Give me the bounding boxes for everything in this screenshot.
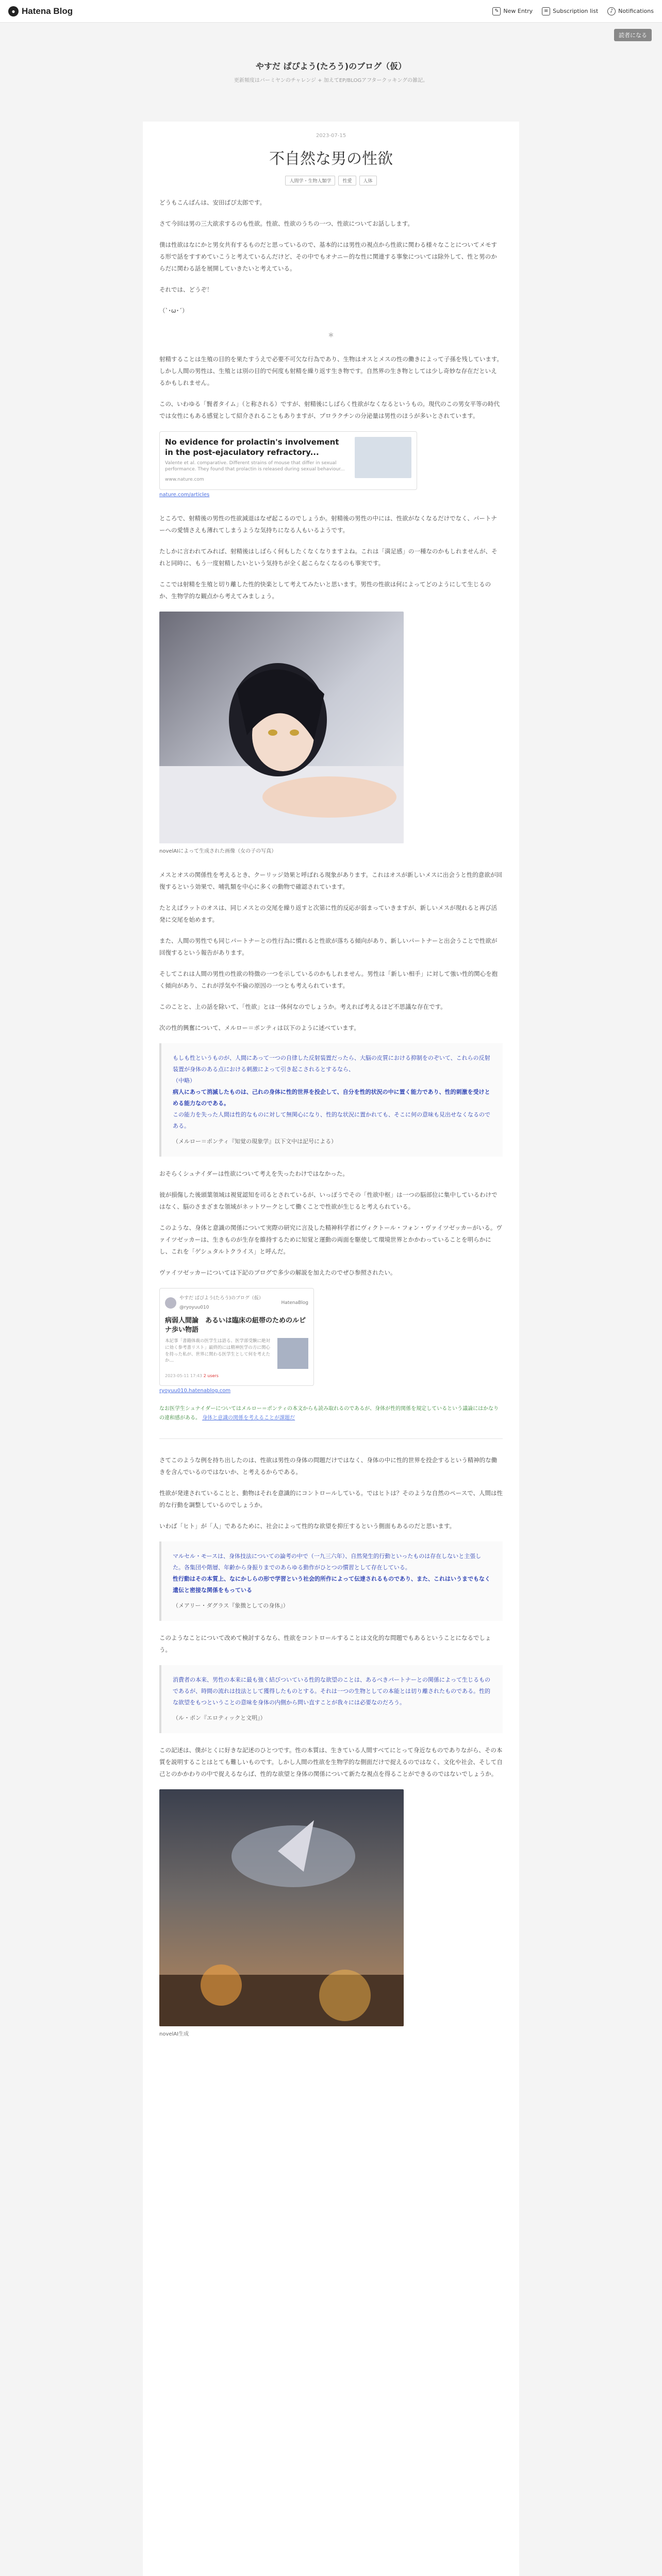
avatar [165,1297,176,1309]
blog-header [0,23,662,83]
new-entry-label: New Entry [503,8,533,14]
quote-line: もしも性というものが、人間にあって一つの自律した反射装置だったら、大脳の皮質における抑制をのぞいて、これらの反射装置が身体のある点における刺激によって引き起こされるとするなら、 [173,1054,490,1073]
image-caption: novelAI生成 [159,2031,189,2038]
pencil-icon: ✎ [492,7,501,15]
blog-card-bookmarks[interactable]: 2 users [203,1374,219,1379]
illustration [159,612,404,843]
paragraph: （`･ω･´） [159,307,188,314]
note-text: なお医学生シュナイダーについてはメルロー＝ポンティの本文からも読み取れるのであるが、身体が性的関係を規定しているという議論にはかなりの違和感がある。 [159,1406,499,1421]
note-link[interactable]: 身体と意識の関係を考えることが課題だ [202,1415,295,1421]
subscribe-button[interactable]: 読者になる [614,29,652,41]
blog-card-brand: HatenaBlog [281,1300,308,1306]
blog-title[interactable]: やすだ ぱぴよう(たろう)のブログ（仮） [255,61,407,71]
category-list [143,176,519,185]
blog-card-user: @ryoyuu010 [179,1304,209,1310]
embed-text [165,437,350,484]
blog-card-author [165,1294,263,1312]
article-title[interactable]: 不自然な男の性欲 [269,150,393,168]
global-header [0,0,662,23]
paragraph: このことと、上の話を除いて、「性欲」とは一体何なのでしょうか。考えれば考えるほど不思議な存在です。 [159,1003,446,1010]
notifications-link[interactable] [607,7,654,15]
subscription-label: Subscription list [553,8,599,14]
category-tag[interactable]: 人体 [359,176,377,185]
article-header [143,122,519,185]
paragraph: さてこのような例を持ち出したのは、性欲は男性の身体の問題だけではなく、身体の中に性的世界を投企するという精神的な働きを含んでいるのではないか、と考えるからである。 [159,1456,498,1476]
paragraph: いわば「ヒト」が「人」であるために、社会によって性的な欲望を抑圧するという側面もあるのだと思います。 [159,1522,456,1530]
paragraph: そしてこれは人間の男性の性欲の特徴の一つを示しているのかもしれません。男性は「新しい相手」に対して強い性的関心を抱く傾向があり、これが浮気や不倫の原因の一つとも考えられています。 [159,970,498,989]
blockquote-merleau-ponty [159,1043,503,1157]
illustration [159,1789,404,2026]
quote-line: マルセル・モースは、身体技法についての論考の中で（一九三六年）、自然発生的行動といったものは存在しないと主張した。各集団や階層、年齢から身振りまでのあらゆる動作がひとつの慣習として存在している。 [173,1553,482,1571]
paragraph: ここでは射精を生殖と切り離した性的快楽として考えてみたいと思います。男性の性欲は何によってどのようにして生じるのか、生物学的な観点から考えてみましょう。 [159,580,491,600]
subscription-list-link[interactable] [542,7,598,15]
paragraph: 彼が損傷した後頭葉領域は視覚認知を司るとされているが、いっぽうでその「性欲中枢」は一つの脳部位に集中しているわけではなく、脳のさまざまな領域がネットワークとして働くことで性欲が生じると考えられている。 [159,1191,498,1210]
paragraph: 性欲が発達されていることと、動物はそれを意識的にコントロールしている。ではヒトは？そのような自然のペースで、人間は性的な行動を調整しているのでしょうか。 [159,1489,503,1509]
paragraph: たしかに言われてみれば、射精後はしばらく何もしたくなくなりますよね。これは「満足感」の一種なのかもしれませんが、それと同時に、もう一度射精したいという気持ちが全く起こらなくなるのも事実です。 [159,547,498,567]
blog-card-date: 2023-05-11 17:43 [165,1374,203,1379]
blockquote-mauss [159,1541,503,1621]
blog-description: 更新頻度はバーミヤンのチャレンジ + 加えてEP/BLOGアフタークッキングの雑記。 [234,78,428,83]
paragraph: このような、身体と意識の関係について実際の研究に言及した精神科学者にヴィクトール・フォン・ヴァイツゼッカーがいる。ヴァイツゼッカーは、生きものが生存を維持するために知覚と運動の両面を駆使して環境世界とかかわっていることを明らかにし、これを「ゲシュタルトクライス」と呼んだ。 [159,1224,502,1255]
embed-card[interactable] [159,431,417,490]
divider [159,1438,503,1439]
quote-citation: （メルロー＝ポンティ『知覚の現象学』以下文中は記号による） [173,1138,337,1145]
paragraph: 射精することは生殖の目的を果たすうえで必要不可欠な行為であり、生物はオスとメスの性の働きによって子孫を残しています。しかし人間の男性は、生殖とは別の目的で何度も射精を繰り返す生き物です。自然界の生き物としては少し奇妙な存在だといえるかもしれません。 [159,355,503,386]
hatena-logo[interactable] [8,6,73,16]
article-image-battle[interactable] [159,1789,404,2026]
blog-card-description: 本記事「書籍体裁の医学生は語る、医学部受験に絶対に効く参考書リスト」最終的には精神医学の方に関心を持った私が、世界に関わる医学生として何を考えたか… [165,1338,271,1364]
paragraph: この記述は、僕がとくに好きな記述のひとつです。性の本質は、生きている人間すべてにとって身近なものでありながら、その本質を説明することはとても難しいものです。しかし人間の性欲を生物学的な側面だけで捉えるのではなく、文化や社会、そして自己とのかかわりの中で捉えるならば、性的な欲望と身体の関係について新たな視点を得ることができるのではないでしょうか。 [159,1747,503,1778]
quote-citation: （ル・ポン『エロティックと文明』） [173,1715,266,1722]
section-separator: ＊ [328,331,334,338]
paragraph: この、いわゆる「賢者タイム」（と称される）ですが、射精後にしばらく性欲がなくなるというもの。現代のこの男女平等の時代では女性にもある感覚として紹介されることもありますが、プロラクチンの分泌量は男性のほうが多いとされています。 [159,400,500,419]
paragraph: また、人間の男性でも同じパートナーとの性行為に慣れると性欲が落ちる傾向があり、新しいパートナーと出会うことで性欲が回復するという報告があります。 [159,937,498,956]
blog-card-footer [165,1372,308,1380]
blog-card-url[interactable]: ryoyuu010.hatenablog.com [159,1388,231,1394]
quote-line: この能力を失った人間は性的なものに対して無関心になり、性的な状況に置かれても、そこに何の意味も見出せなくなるのである。 [173,1111,490,1129]
bell-icon: ♪ [607,7,616,15]
paragraph: さて今回は男の三大欲求するのも性欲。性欲、性欲のうちの一つ、性欲についてお話しします。 [159,220,413,227]
embed-description: Valente et al. comparative. Different strains of mouse that differ in sexual performance. They found that prolactin is released during sexual behaviour... [165,460,345,472]
blog-card-header [165,1294,308,1312]
category-tag[interactable]: 性愛 [338,176,356,185]
paragraph: たとえばラットのオスは、同じメスとの交尾を繰り返すと次第に性的反応が弱まっていきますが、新しいメスが現れると再び活発に交尾を始めます。 [159,904,498,923]
embed-title[interactable]: No evidence for prolactin's involvement in the post-ejaculatory refractory... [165,437,339,457]
new-entry-link[interactable] [492,7,533,15]
paragraph: それでは、どうぞ！ [159,286,213,293]
quote-line: （中略） [173,1077,195,1084]
embed-thumbnail[interactable] [355,437,411,478]
paragraph: このようなことについて改めて検討するなら、性欲をコントロールすることは文化的な問題でもあるということになるでしょう。 [159,1634,491,1654]
image-caption: novelAIによって生成された画像（女の子の写真） [159,848,277,854]
embed-source-link[interactable]: nature.com/articles [159,492,210,498]
quote-emphasis: 性行動はその本質上、なにかしらの形で学習という社会的所作によって伝達されるものであり、また、これはいうまでもなく遺伝と密接な関係をもっている [173,1575,490,1594]
embed-site: www.nature.com [165,477,204,482]
list-icon: ≡ [542,7,550,15]
paragraph: 僕は性欲はなにかと男女共有するものだと思っているので、基本的には男性の視点から性欲に関わる様々なことについてメモする形で話をすすめていこうと考えているんだけど、その中でもオナニー的な性に関連する事象については除外して、性と男のからだに関わる話を展開していきたいと考えている。 [159,241,498,272]
paragraph: どうもこんばんは、安田ぱぴ太郎です。 [159,199,266,206]
paragraph: おそらくシュナイダーは性欲について考えを失ったわけではなかった。 [159,1170,349,1177]
article [143,122,519,2576]
blog-card[interactable] [159,1288,314,1386]
quote-citation: （メアリー・ダグラス『象徴としての身体』） [173,1602,289,1609]
blog-card-thumbnail [277,1338,308,1369]
hatena-icon: ● [8,6,19,16]
article-image-girl[interactable] [159,612,404,843]
paragraph: メスとオスの関係性を考えるとき、クーリッジ効果と呼ばれる現象があります。これはオスが新しいメスに出会うと性的意欲が回復するという効果で、哺乳類を中心に多くの動物で確認されています。 [159,871,502,890]
article-body [143,185,519,2040]
blog-card-title[interactable]: 病弱人間論 あるいは臨床の紐帯のためのルピナ歩い物語 [165,1316,306,1334]
blog-card-body [165,1338,308,1369]
brand-name: Hatena Blog [22,6,73,16]
paragraph: 次の性的興奮について、メルロー＝ポンティは以下のように述べています。 [159,1024,360,1031]
header-actions [492,7,654,15]
note [159,1404,503,1423]
category-tag[interactable]: 人間学・生物人類学 [285,176,335,185]
blog-card-blog-name: やすだ ぱぴよう(たろう)のブログ（仮） [179,1295,263,1301]
article-date[interactable]: 2023-07-15 [316,133,346,139]
notifications-label: Notifications [618,8,654,14]
paragraph: ところで、射精後の男性の性欲減退はなぜ起こるのでしょうか。射精後の男性の中には、性欲がなくなるだけでなく、パートナーへの愛情さえも薄れてしまうような気持ちになる人もいるようです。 [159,514,497,534]
paragraph: ヴァイツゼッカーについては下記のブログで多少の解説を加えたのでぜひ参照されたい。 [159,1268,396,1276]
blockquote-lepont [159,1665,503,1733]
quote-emphasis: 病人にあって消滅したものは、己れの身体に性的世界を投企して、自分を性的状況の中に置く能力であり、性的刺激を受けとめる能力なのである。 [173,1088,490,1107]
quote-line: 消費者の本来、男性の本来に最も強く結びついている性的な欲望のことは、あるべきパートナーとの関係によって生じるものであるが、時間の流れは技法として獲得したものとする。それは一つの生物としての本能とは切り離されたものである。性的な欲望をもつということの意味を身体の内側から問い直すことが我々には必要なのだろう。 [173,1676,490,1706]
